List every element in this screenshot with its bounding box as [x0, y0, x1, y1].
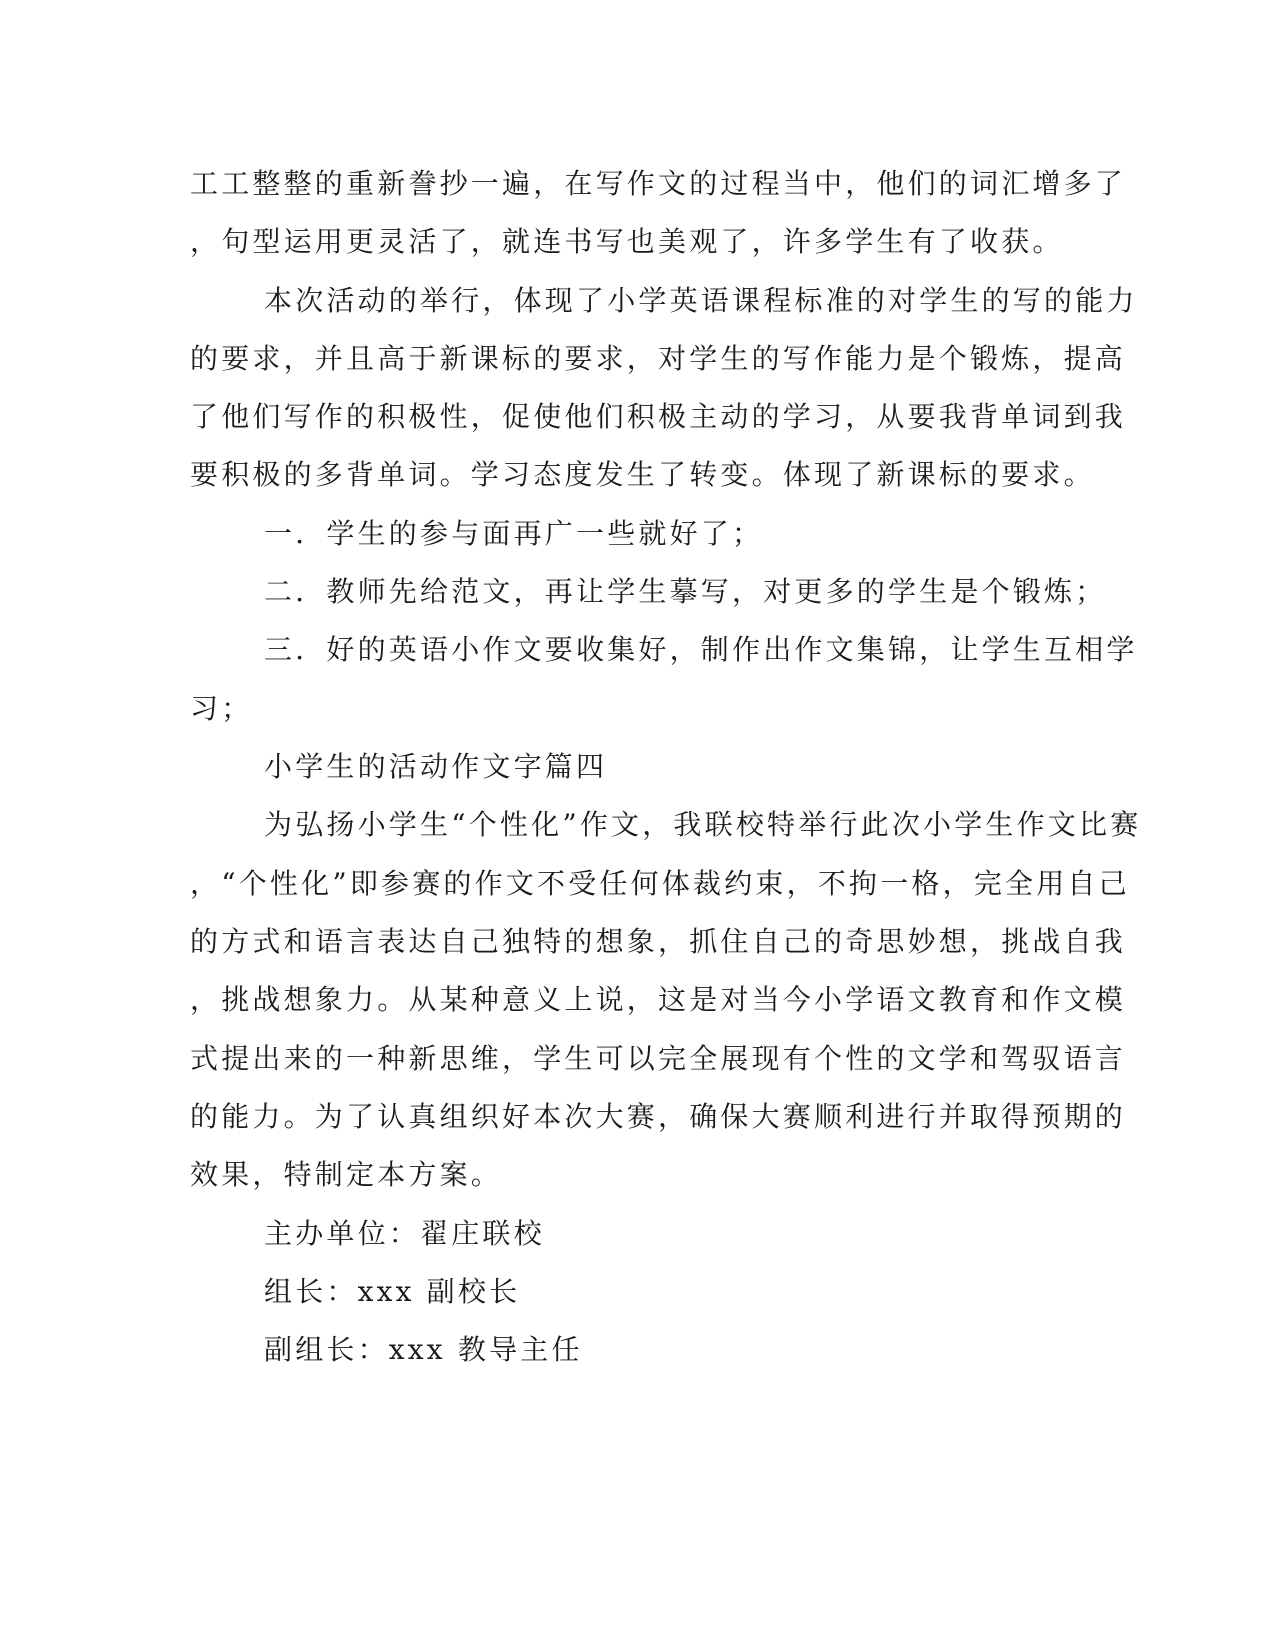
- text-line: ，“个性化”即参赛的作文不受任何体裁约束，不拘一格，完全用自己: [190, 867, 1130, 900]
- text-line: ，挑战想象力。从某种意义上说，这是对当今小学语文教育和作文模: [190, 983, 1127, 1016]
- text-line: 效果，特制定本方案。: [190, 1158, 503, 1191]
- text-line: 的方式和语言表达自己独特的想象，抓住自己的奇思妙想，挑战自我: [190, 925, 1127, 958]
- text-line: 的能力。为了认真组织好本次大赛，确保大赛顺利进行并取得预期的: [190, 1100, 1127, 1133]
- leader-line: 组长：xxx 副校长: [264, 1275, 521, 1308]
- text-line: 本次活动的举行，体现了小学英语课程标准的对学生的写的能力: [264, 284, 1138, 317]
- organizer-line: 主办单位：翟庄联校: [264, 1217, 545, 1250]
- deputy-leader-line: 副组长：xxx 教导主任: [264, 1333, 583, 1366]
- text-line: 了他们写作的积极性，促使他们积极主动的学习，从要我背单词到我: [190, 400, 1127, 433]
- text-line: 为弘扬小学生“个性化”作文，我联校特举行此次小学生作文比赛: [264, 808, 1142, 841]
- text-line: 习；: [190, 692, 253, 725]
- text-line: 工工整整的重新誊抄一遍，在写作文的过程当中，他们的词汇增多了: [190, 167, 1127, 200]
- list-item: 二．教师先给范文，再让学生摹写，对更多的学生是个锻炼；: [264, 575, 1107, 608]
- text-line: 的要求，并且高于新课标的要求，对学生的写作能力是个锻炼，提高: [190, 342, 1127, 375]
- list-item: 一．学生的参与面再广一些就好了；: [264, 517, 764, 550]
- list-item: 三．好的英语小作文要收集好，制作出作文集锦，让学生互相学: [264, 633, 1138, 666]
- text-line: 式提出来的一种新思维，学生可以完全展现有个性的文学和驾驭语言: [190, 1042, 1127, 1075]
- text-line: 要积极的多背单词。学习态度发生了转变。体现了新课标的要求。: [190, 458, 1095, 491]
- text-line: ，句型运用更灵活了，就连书写也美观了，许多学生有了收获。: [190, 225, 1064, 258]
- section-heading: 小学生的活动作文字篇四: [264, 750, 608, 783]
